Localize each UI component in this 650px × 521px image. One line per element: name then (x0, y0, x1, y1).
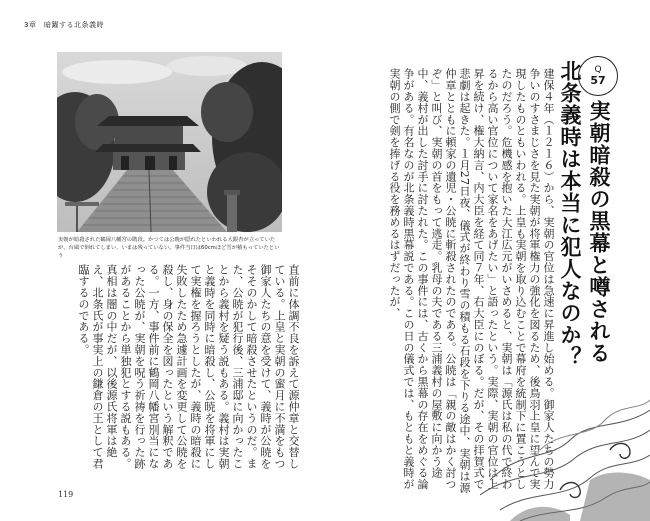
chapter-title-line1: 実朝暗殺の黒幕と噂される (587, 100, 612, 364)
question-badge (578, 56, 618, 96)
body-text-right: 建保４年（１２１６）から、実朝の官位は急速に昇進し始める。御家人たちの勢力争いのすさまじさを見た実朝が将軍権力の強化を図るため、後鳥羽上皇に望んで実現したものともいわれる。上皇も実朝を取り込むことで幕府を統制下に置こうとしたのだろう。危機感を抱いた大江広元がいさめると、実朝は「源氏は私の代で終わるから高い官位について家名をあげたい」と語ったという。実際、実朝の官位は上昇を続け、権大納言、内大臣を経て同７年、右大臣にのぼる。だが、その拝賀式で悲劇は起きた。１月27日夜、儀式が終わり雪の積もる石段を下りる途中、実朝は源仲章とともに頼家の遺児・公暁に斬殺されたのである。公暁は「親の敵はかく討つぞ」と叫び、実朝の首をもって逃走。乳母の夫である三浦義村の屋敷に向かう途中、義村が出した討手に討たれた。この事件には、古くから黒幕の存在をめぐる論争がある。有名なのが北条義時黒幕説である。この日の儀式では、もともと義時が実朝の側で剣を捧げる役を務めるはずだったが、 (388, 68, 555, 494)
running-header: 3章 暗躍する北条義時 (24, 21, 104, 29)
shrine-photo-graphic (57, 52, 282, 232)
page-number: 119 (58, 490, 74, 499)
shrine-stairs-photo (57, 52, 282, 232)
question-label: Q (594, 64, 602, 75)
chapter-title-line2: 北条義時は本当に犯人なのか？ (558, 60, 583, 368)
question-number: 57 (590, 73, 606, 87)
body-text-left: 直前に体調不良を訴えて源仲章と交替している。上皇と実朝の蜜月に不満をもつ御家人たちの意を受けて、義時が公暁をそそのかして暗殺させたというのだ。また、公暁が犯行後、三浦邸に向かったことから義村を疑う説もある。義村は実朝と義時を同時に暗殺し、公暁を将軍にして実権を握ろうとしたが、義時の暗殺に失敗したため急遽計画を変更して公暁を殺し、身の保全を図ったという解釈である。一方、事件前に鶴岡八幡宮別当になった公暁が、実朝を呪う祈祷を行った跡があることから単独犯とする説もある。真相は闇の中だが、以後源氏将軍は絶え、北条氏が事実上の鎌倉の王として君臨するのである。 (77, 264, 300, 470)
wave-pattern-icon (480, 330, 650, 521)
photo-caption: 実朝が暗殺された鶴岡八幡宮の階段。かつては公暁が隠れたといわれる大銀杏が立っていたが、台風で倒れてしまい、いまは残っていない。事件当日は60cmほど雪が積もっていたという (58, 237, 280, 259)
